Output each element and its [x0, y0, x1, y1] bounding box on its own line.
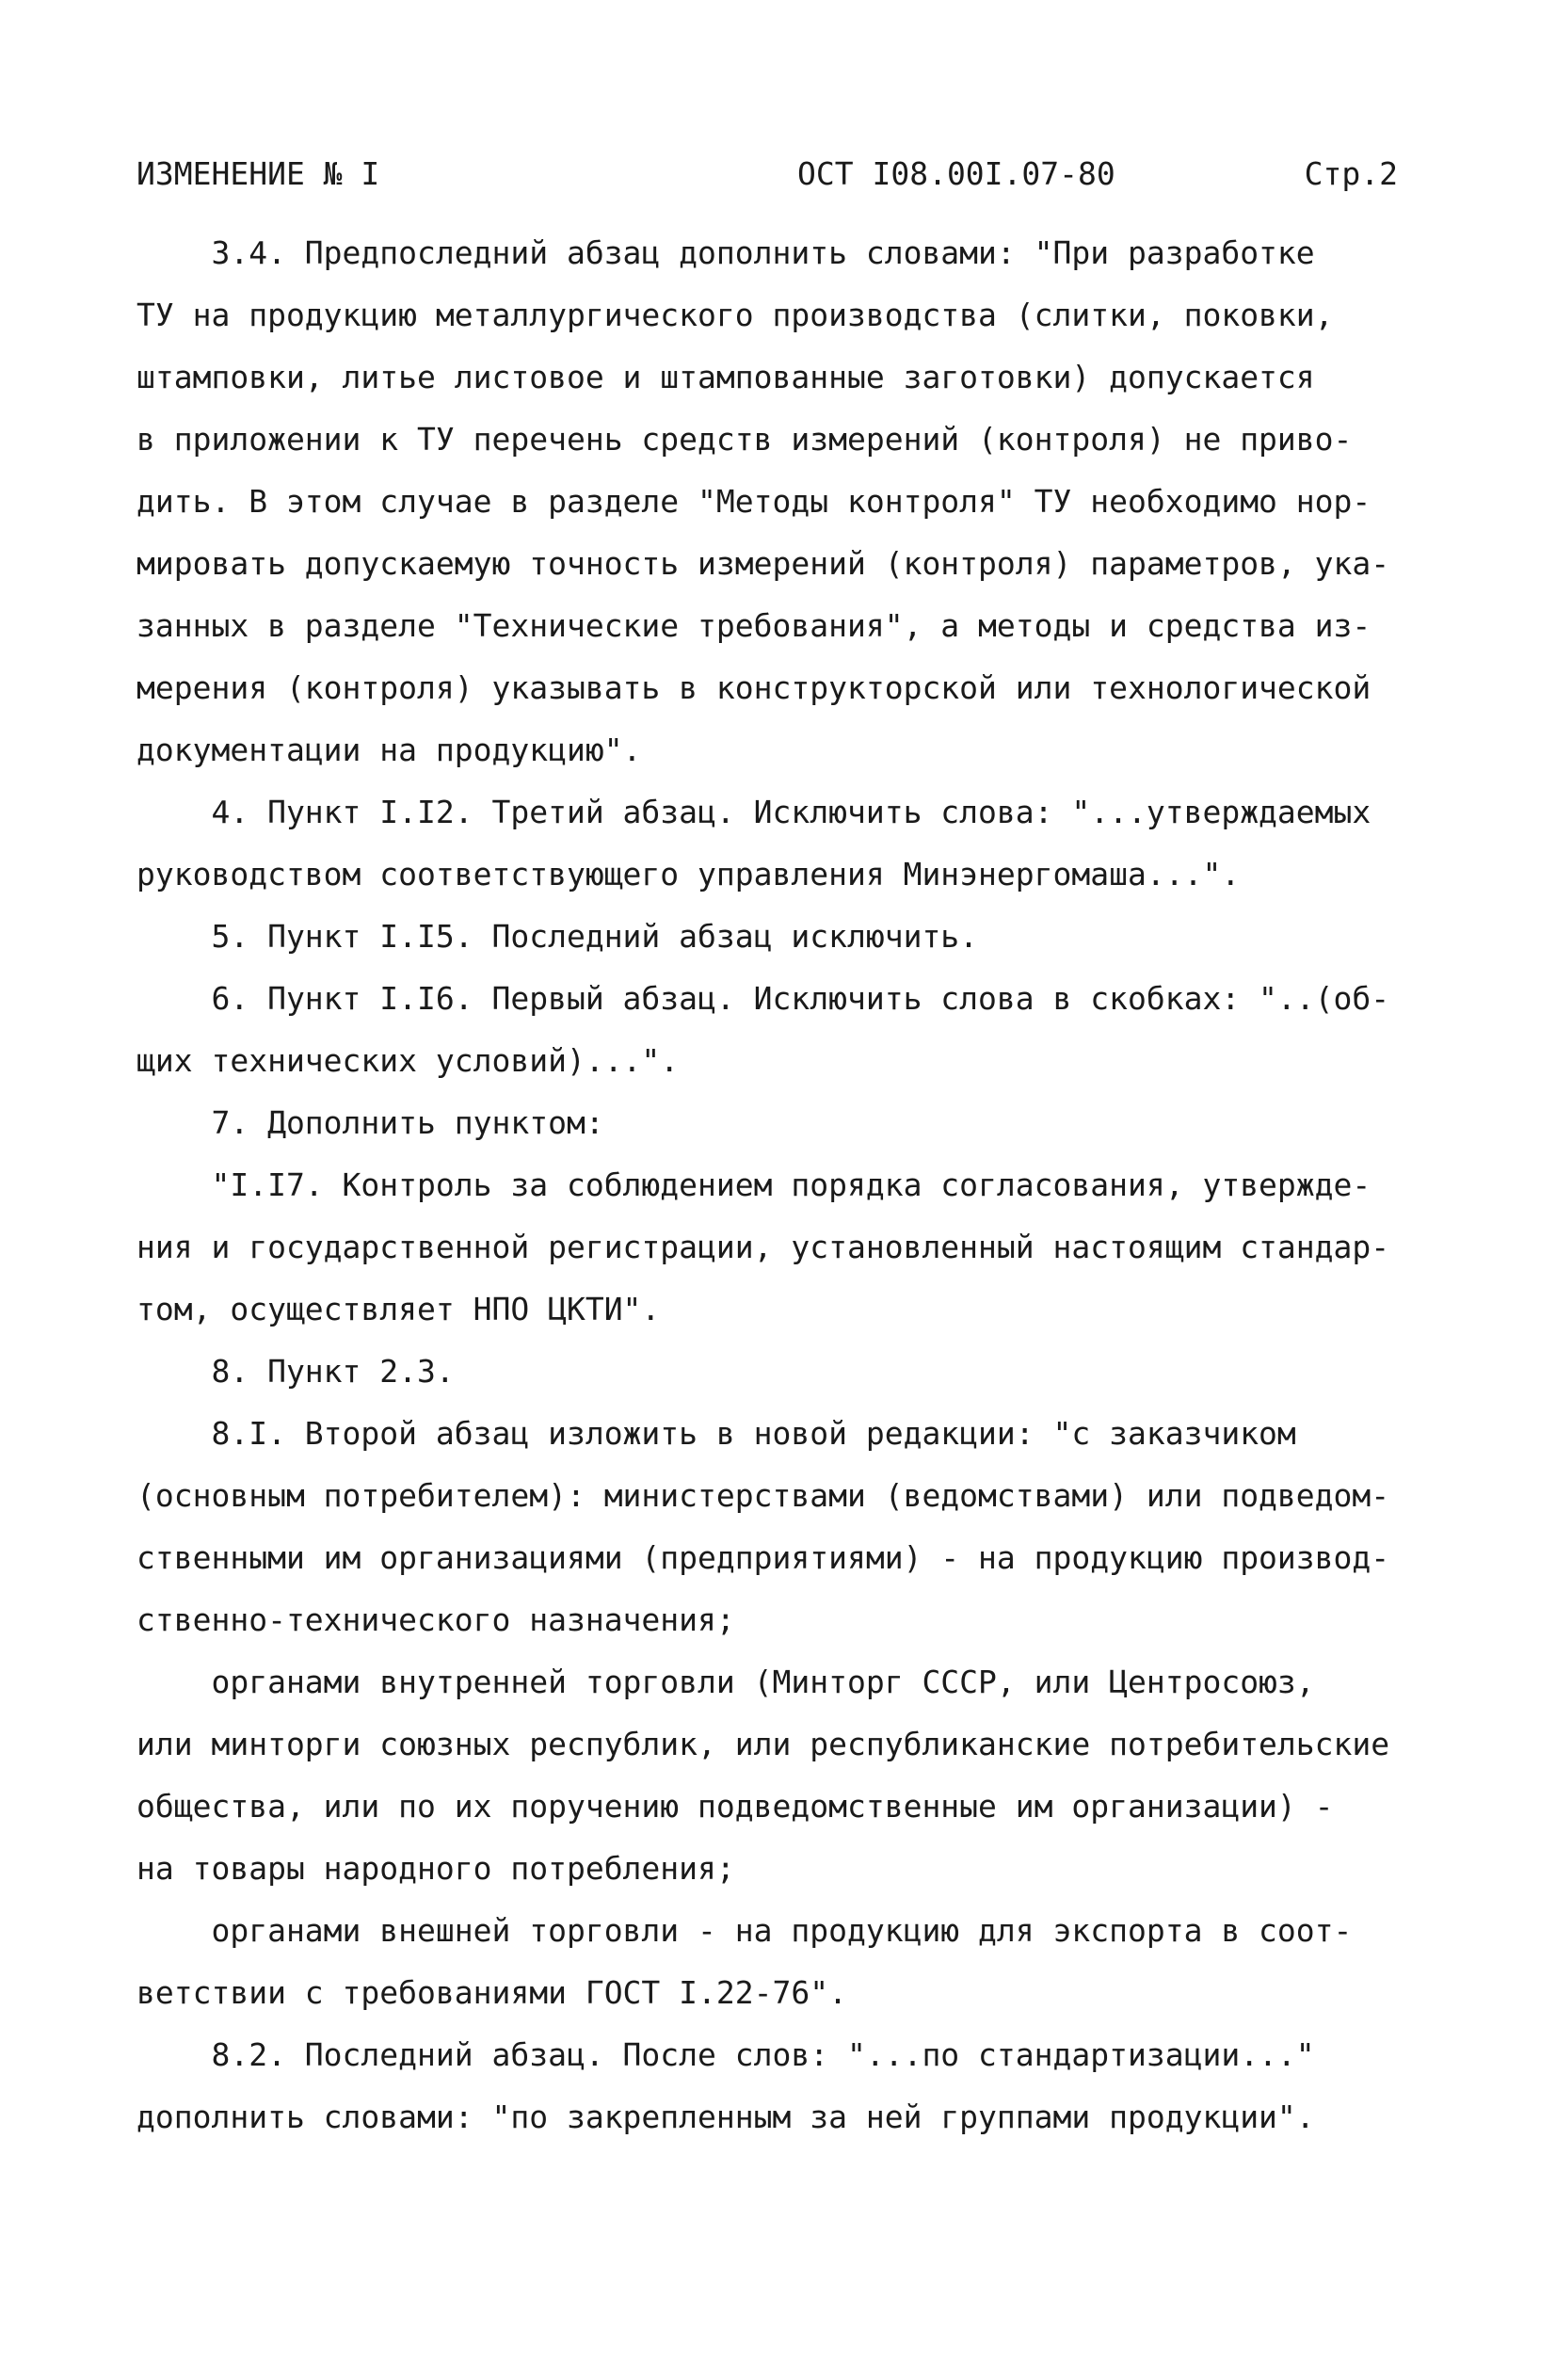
text-line: 8.I. Второй абзац изложить в новой редакции: "с заказчиком — [136, 1415, 1296, 1452]
standard-number: ОСТ I08.00I.07-80 — [797, 155, 1115, 192]
text-line: органами внешней торговли - на продукцию для экспорта в соот- — [136, 1912, 1353, 1949]
page-number: Стр.2 — [1304, 155, 1398, 192]
text-line: 4. Пункт I.I2. Третий абзац. Исключить слова: "...утверждаемых — [136, 794, 1372, 830]
text-line: 3.4. Предпоследний абзац дополнить словами: "При разработке — [136, 234, 1315, 271]
text-line: в приложении к ТУ перечень средств измерений (контроля) не приво- — [136, 421, 1353, 458]
text-line: ветствии с требованиями ГОСТ I.22-76". — [136, 1974, 847, 2011]
text-line: на товары народного потребления; — [136, 1850, 735, 1887]
text-line: общества, или по их поручению подведомственные им организации) - — [136, 1788, 1334, 1825]
text-line: дить. В этом случае в разделе "Методы контроля" ТУ необходимо нор- — [136, 483, 1372, 520]
amendment-number: ИЗМЕНЕНИЕ № I — [136, 155, 380, 192]
text-line: том, осуществляет НПО ЦКТИ". — [136, 1291, 661, 1327]
text-line: 5. Пункт I.I5. Последний абзац исключить. — [136, 918, 979, 955]
text-line: дополнить словами: "по закрепленным за ней группами продукции". — [136, 2099, 1315, 2135]
text-line: щих технических условий)...". — [136, 1042, 680, 1079]
text-line: 8. Пункт 2.3. — [136, 1353, 455, 1390]
document-body — [136, 222, 1403, 2148]
text-line: ния и государственной регистрации, установленный настоящим стандар- — [136, 1229, 1390, 1265]
text-line: 6. Пункт I.I6. Первый абзац. Исключить слова в скобках: "..(об- — [136, 980, 1390, 1017]
text-line: 7. Дополнить пунктом: — [136, 1104, 604, 1141]
text-line: (основным потребителем): министерствами (ведомствами) или подведом- — [136, 1477, 1390, 1514]
text-line: мерения (контроля) указывать в конструкторской или технологической — [136, 669, 1372, 706]
text-line: ственно-технического назначения; — [136, 1601, 735, 1638]
text-line: штамповки, литье листовое и штампованные заготовки) допускается — [136, 359, 1315, 395]
text-line: ТУ на продукцию металлургического производства (слитки, поковки, — [136, 297, 1334, 333]
page-header — [136, 151, 1398, 198]
text-line: руководством соответствующего управления Минэнергомаша...". — [136, 856, 1241, 892]
text-line: органами внутренней торговли (Минторг СССР, или Центросоюз, — [136, 1664, 1315, 1700]
text-line: занных в разделе "Технические требования", а методы и средства из- — [136, 607, 1372, 644]
text-line: мировать допускаемую точность измерений (контроля) параметров, ука- — [136, 545, 1390, 582]
text-line: или минторги союзных республик, или республиканские потребительские — [136, 1726, 1390, 1762]
text-line: 8.2. Последний абзац. После слов: "...по стандартизации..." — [136, 2036, 1315, 2073]
text-line: "I.I7. Контроль за соблюдением порядка согласования, утвержде- — [136, 1166, 1372, 1203]
text-line: ственными им организациями (предприятиями) - на продукцию производ- — [136, 1539, 1390, 1576]
text-line: документации на продукцию". — [136, 732, 642, 768]
